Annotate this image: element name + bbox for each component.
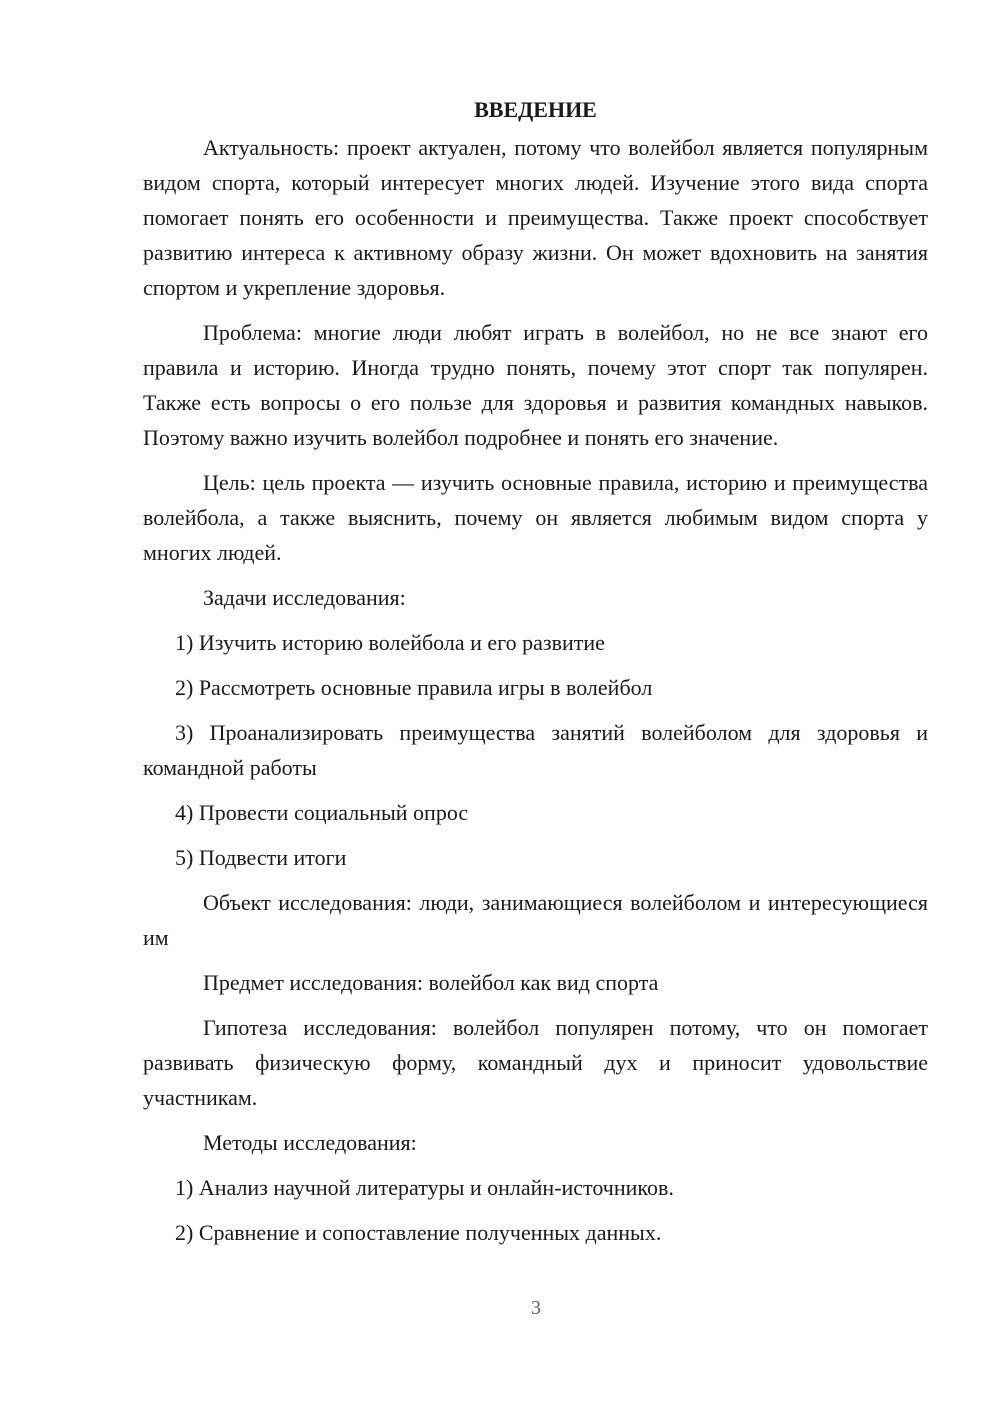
subject-paragraph: Предмет исследования: волейбол как вид спорта: [203, 970, 659, 995]
task-item-3: 3) Проанализировать преимущества занятий волейболом для здоровья и командной работы: [143, 720, 928, 780]
document-page: [143, 92, 928, 1260]
goal-paragraph: Цель: цель проекта — изучить основные правила, историю и преимущества волейбола, а также выяснить, почему он является любимым видом спорта у многих людей.: [143, 470, 928, 565]
object-paragraph: Объект исследования: люди, занимающиеся волейболом и интересующиеся им: [143, 890, 928, 950]
page-number: 3: [531, 1297, 541, 1319]
task-item-1: 1) Изучить историю волейбола и его развитие: [175, 630, 605, 655]
tasks-label: Задачи исследования:: [203, 585, 406, 610]
methods-label: Методы исследования:: [203, 1130, 417, 1155]
task-item-2: 2) Рассмотреть основные правила игры в волейбол: [175, 675, 653, 700]
task-item-5: 5) Подвести итоги: [175, 845, 347, 870]
page-title: ВВЕДЕНИЕ: [474, 97, 597, 122]
method-item-2: 2) Сравнение и сопоставление полученных данных.: [175, 1220, 662, 1245]
method-item-1: 1) Анализ научной литературы и онлайн-источников.: [175, 1175, 674, 1200]
hypothesis-paragraph: Гипотеза исследования: волейбол популярен потому, что он помогает развивать физическую форму, командный дух и приносит удовольствие участникам.: [143, 1015, 928, 1110]
relevance-paragraph: Актуальность: проект актуален, потому что волейбол является популярным видом спорта, который интересует многих людей. Изучение этого вида спорта помогает понять его особенности и преимущества. Также проект способствует развитию интереса к активному образу жизни. Он может вдохновить на занятия спортом и укрепление здоровья.: [143, 135, 928, 300]
problem-paragraph: Проблема: многие люди любят играть в волейбол, но не все знают его правила и историю. Иногда трудно понять, почему этот спорт так популярен. Также есть вопросы о его пользе для здоровья и развития командных навыков. Поэтому важно изучить волейбол подробнее и понять его значение.: [143, 320, 928, 450]
task-item-4: 4) Провести социальный опрос: [175, 800, 469, 825]
